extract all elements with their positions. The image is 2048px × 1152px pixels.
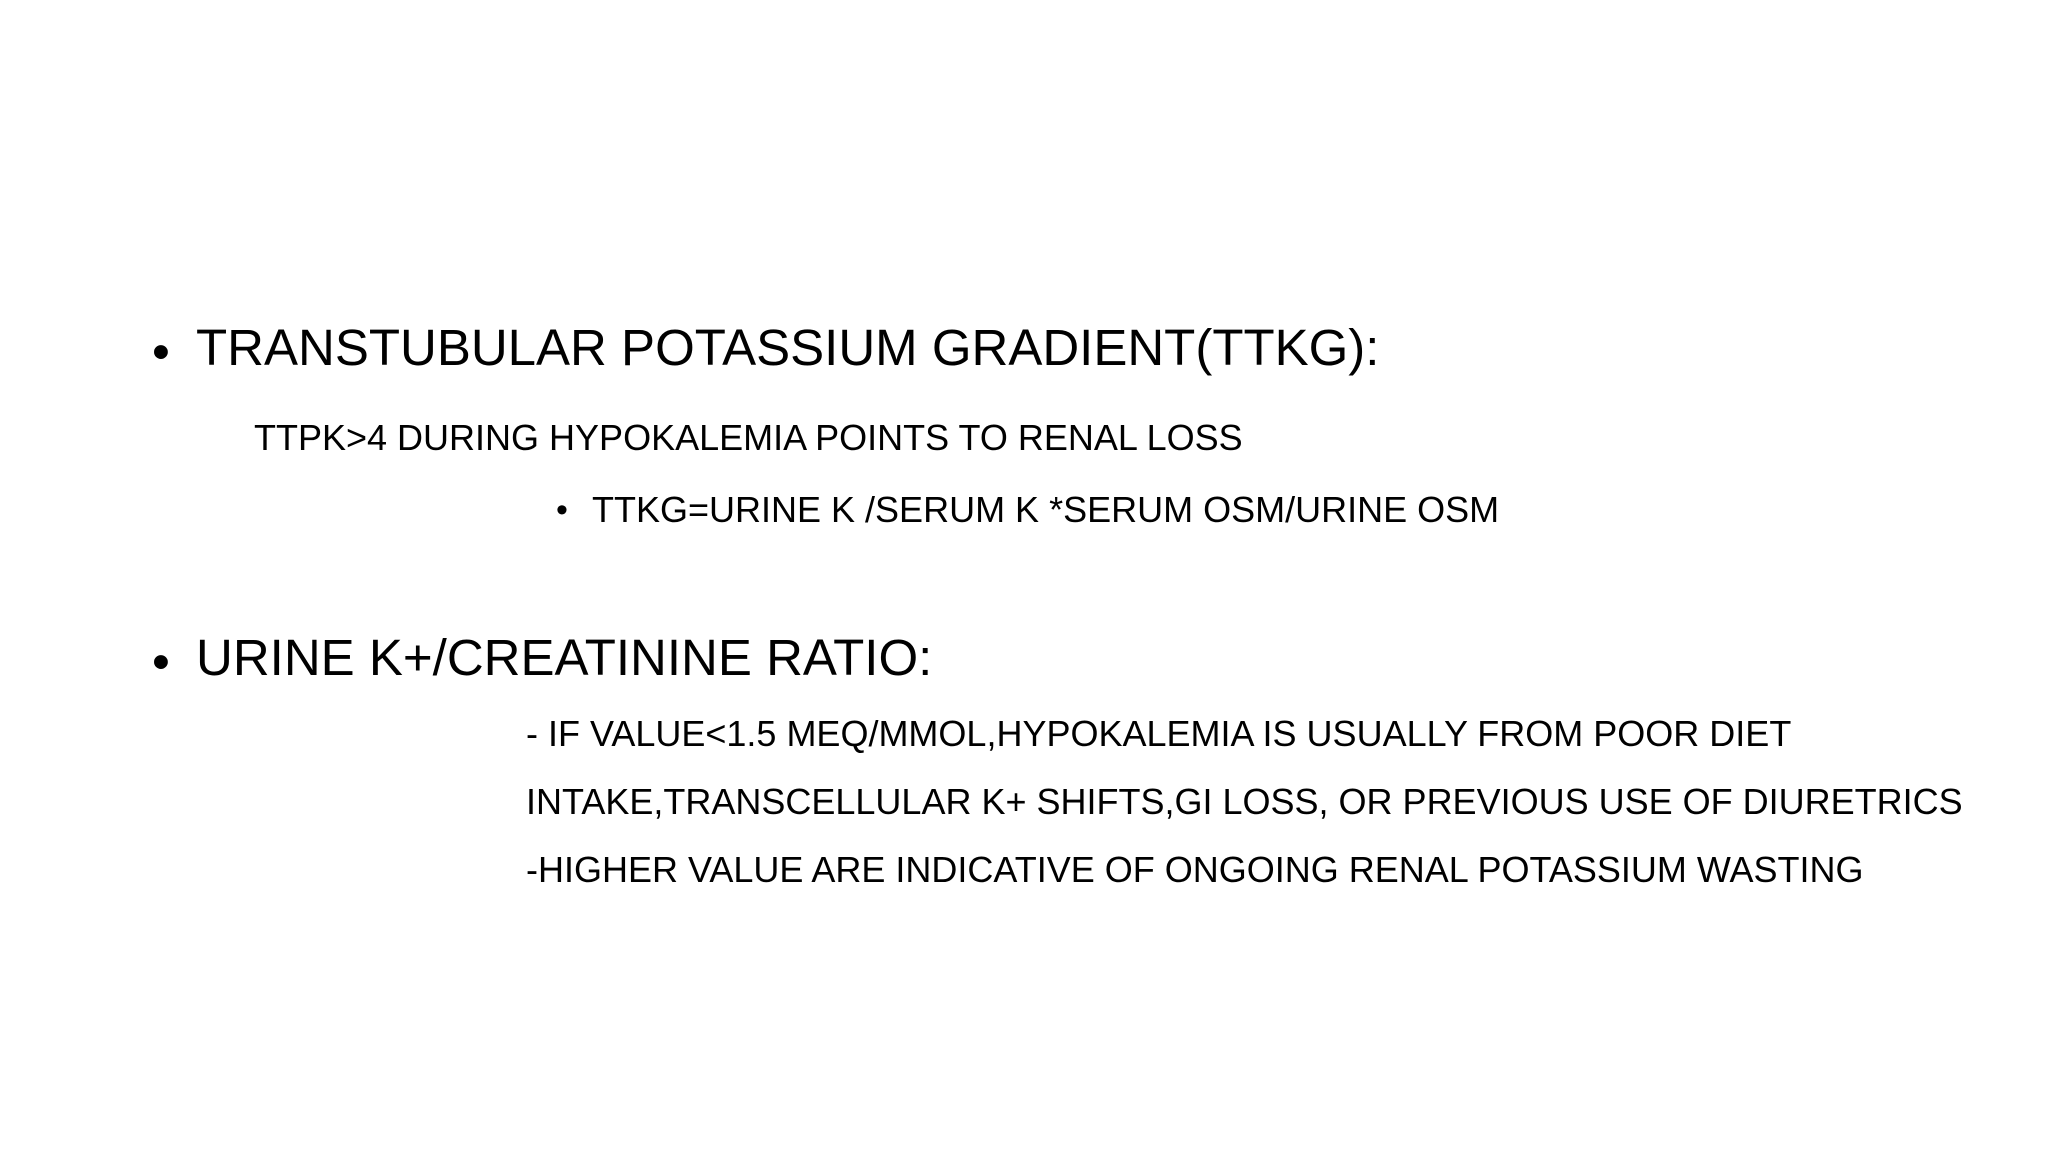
ratio-line: INTAKE,TRANSCELLULAR K+ SHIFTS,GI LOSS, OR PREVIOUS USE OF DIURETRICS (526, 781, 1963, 822)
bullet-icon: • (152, 633, 170, 690)
ratio-heading: URINE K+/CREATININE RATIO: (196, 629, 933, 686)
bullet-icon: • (152, 323, 170, 380)
bullet-icon: • (556, 491, 568, 529)
ratio-line: - IF VALUE<1.5 MEQ/MMOL,HYPOKALEMIA IS USUALLY FROM POOR DIET (526, 713, 1792, 754)
ttkg-formula: TTKG=URINE K /SERUM K *SERUM OSM/URINE OSM (592, 489, 1500, 530)
ttkg-heading: TRANSTUBULAR POTASSIUM GRADIENT(TTKG): (196, 319, 1380, 376)
ratio-line: -HIGHER VALUE ARE INDICATIVE OF ONGOING RENAL POTASSIUM WASTING (526, 849, 1864, 890)
ttkg-note: TTPK>4 DURING HYPOKALEMIA POINTS TO RENAL LOSS (254, 417, 1243, 458)
